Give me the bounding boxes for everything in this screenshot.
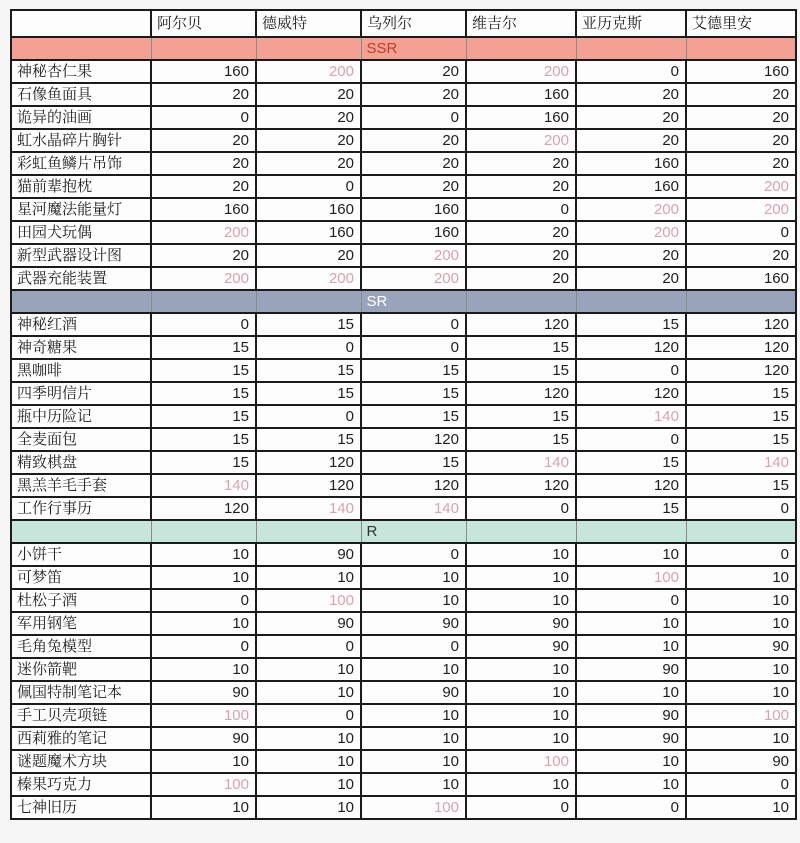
value-cell: 15 bbox=[256, 313, 361, 336]
table-row bbox=[11, 221, 796, 244]
value-cell: 10 bbox=[466, 566, 576, 589]
value-cell: 10 bbox=[466, 727, 576, 750]
band-cell bbox=[151, 520, 256, 543]
table-row bbox=[11, 313, 796, 336]
value-cell: 100 bbox=[686, 704, 796, 727]
value-cell: 0 bbox=[466, 796, 576, 819]
value-cell: 20 bbox=[466, 221, 576, 244]
value-cell: 0 bbox=[576, 796, 686, 819]
value-cell: 120 bbox=[361, 428, 466, 451]
item-name: 虹水晶碎片胸针 bbox=[11, 129, 151, 152]
item-name: 神秘杏仁果 bbox=[11, 60, 151, 83]
value-cell: 140 bbox=[256, 497, 361, 520]
value-cell: 200 bbox=[466, 129, 576, 152]
value-cell: 15 bbox=[361, 382, 466, 405]
value-cell: 0 bbox=[466, 198, 576, 221]
item-name: 可梦笛 bbox=[11, 566, 151, 589]
item-name: 迷你箭靶 bbox=[11, 658, 151, 681]
item-name: 工作行事历 bbox=[11, 497, 151, 520]
value-cell: 200 bbox=[576, 221, 686, 244]
table-row bbox=[11, 750, 796, 773]
value-cell: 0 bbox=[256, 336, 361, 359]
value-cell: 20 bbox=[686, 152, 796, 175]
band-cell bbox=[256, 520, 361, 543]
value-cell: 0 bbox=[361, 106, 466, 129]
value-cell: 15 bbox=[466, 336, 576, 359]
value-cell: 15 bbox=[361, 359, 466, 382]
value-cell: 20 bbox=[361, 152, 466, 175]
value-cell: 90 bbox=[256, 612, 361, 635]
value-cell: 200 bbox=[361, 267, 466, 290]
table-row bbox=[11, 543, 796, 566]
value-cell: 20 bbox=[466, 175, 576, 198]
value-cell: 20 bbox=[151, 83, 256, 106]
value-cell: 15 bbox=[151, 336, 256, 359]
value-cell: 140 bbox=[576, 405, 686, 428]
value-cell: 20 bbox=[466, 152, 576, 175]
value-cell: 10 bbox=[466, 589, 576, 612]
value-cell: 15 bbox=[466, 405, 576, 428]
table-row bbox=[11, 336, 796, 359]
value-cell: 10 bbox=[466, 773, 576, 796]
item-name: 小饼干 bbox=[11, 543, 151, 566]
column-header-uriel: 乌列尔 bbox=[361, 10, 466, 37]
band-cell bbox=[576, 290, 686, 313]
value-cell: 10 bbox=[466, 543, 576, 566]
band-cell bbox=[11, 290, 151, 313]
value-cell: 120 bbox=[576, 474, 686, 497]
value-cell: 140 bbox=[686, 451, 796, 474]
value-cell: 15 bbox=[361, 451, 466, 474]
value-cell: 10 bbox=[466, 658, 576, 681]
value-cell: 90 bbox=[361, 681, 466, 704]
value-cell: 120 bbox=[466, 474, 576, 497]
value-cell: 10 bbox=[256, 773, 361, 796]
value-cell: 90 bbox=[466, 635, 576, 658]
value-cell: 15 bbox=[361, 405, 466, 428]
value-cell: 0 bbox=[151, 313, 256, 336]
item-name: 神奇糖果 bbox=[11, 336, 151, 359]
item-name: 新型武器设计图 bbox=[11, 244, 151, 267]
value-cell: 20 bbox=[686, 129, 796, 152]
value-cell: 0 bbox=[361, 543, 466, 566]
value-cell: 20 bbox=[576, 267, 686, 290]
column-header-dewitt: 德威特 bbox=[256, 10, 361, 37]
value-cell: 10 bbox=[256, 796, 361, 819]
value-cell: 15 bbox=[466, 428, 576, 451]
value-cell: 0 bbox=[151, 589, 256, 612]
value-cell: 200 bbox=[151, 267, 256, 290]
band-cell bbox=[686, 290, 796, 313]
value-cell: 10 bbox=[686, 566, 796, 589]
section-band-ssr bbox=[11, 37, 796, 60]
item-name: 军用钢笔 bbox=[11, 612, 151, 635]
value-cell: 20 bbox=[256, 129, 361, 152]
value-cell: 10 bbox=[466, 704, 576, 727]
value-cell: 10 bbox=[466, 681, 576, 704]
value-cell: 15 bbox=[576, 451, 686, 474]
value-cell: 10 bbox=[576, 750, 686, 773]
table-row bbox=[11, 589, 796, 612]
value-cell: 120 bbox=[466, 313, 576, 336]
value-cell: 0 bbox=[466, 497, 576, 520]
value-cell: 0 bbox=[686, 221, 796, 244]
value-cell: 140 bbox=[151, 474, 256, 497]
value-cell: 100 bbox=[576, 566, 686, 589]
value-cell: 140 bbox=[466, 451, 576, 474]
value-cell: 160 bbox=[361, 198, 466, 221]
value-cell: 200 bbox=[686, 198, 796, 221]
value-cell: 10 bbox=[576, 773, 686, 796]
value-cell: 160 bbox=[686, 60, 796, 83]
value-cell: 120 bbox=[256, 474, 361, 497]
value-cell: 90 bbox=[576, 704, 686, 727]
table-row bbox=[11, 83, 796, 106]
item-name: 黑咖啡 bbox=[11, 359, 151, 382]
value-cell: 120 bbox=[256, 451, 361, 474]
value-cell: 120 bbox=[686, 359, 796, 382]
band-cell bbox=[11, 520, 151, 543]
value-cell: 0 bbox=[686, 773, 796, 796]
value-cell: 160 bbox=[466, 106, 576, 129]
value-cell: 90 bbox=[151, 681, 256, 704]
value-cell: 10 bbox=[686, 681, 796, 704]
value-cell: 20 bbox=[151, 129, 256, 152]
value-cell: 120 bbox=[576, 336, 686, 359]
table-row bbox=[11, 152, 796, 175]
table-row bbox=[11, 428, 796, 451]
item-name: 谜题魔术方块 bbox=[11, 750, 151, 773]
value-cell: 100 bbox=[151, 773, 256, 796]
value-cell: 0 bbox=[361, 313, 466, 336]
column-header-albe: 阿尔贝 bbox=[151, 10, 256, 37]
value-cell: 15 bbox=[686, 428, 796, 451]
value-cell: 0 bbox=[686, 497, 796, 520]
value-cell: 15 bbox=[256, 359, 361, 382]
band-cell bbox=[466, 290, 576, 313]
table-row bbox=[11, 382, 796, 405]
table-row bbox=[11, 405, 796, 428]
value-cell: 10 bbox=[151, 566, 256, 589]
value-cell: 15 bbox=[151, 382, 256, 405]
value-cell: 200 bbox=[466, 60, 576, 83]
column-header-alex: 亚历克斯 bbox=[576, 10, 686, 37]
value-cell: 20 bbox=[151, 175, 256, 198]
item-name: 全麦面包 bbox=[11, 428, 151, 451]
table-row bbox=[11, 497, 796, 520]
item-name: 彩虹鱼鳞片吊饰 bbox=[11, 152, 151, 175]
item-name: 神秘红酒 bbox=[11, 313, 151, 336]
table-row bbox=[11, 244, 796, 267]
value-cell: 10 bbox=[361, 589, 466, 612]
header-row bbox=[11, 10, 796, 37]
value-cell: 10 bbox=[576, 543, 686, 566]
item-name: 毛角兔模型 bbox=[11, 635, 151, 658]
band-cell bbox=[576, 37, 686, 60]
value-cell: 90 bbox=[466, 612, 576, 635]
item-name: 石像鱼面具 bbox=[11, 83, 151, 106]
value-cell: 100 bbox=[361, 796, 466, 819]
table-row bbox=[11, 267, 796, 290]
value-cell: 90 bbox=[256, 543, 361, 566]
section-label-sr: SR bbox=[361, 290, 466, 313]
band-cell bbox=[11, 37, 151, 60]
value-cell: 140 bbox=[361, 497, 466, 520]
item-name: 武器充能装置 bbox=[11, 267, 151, 290]
value-cell: 20 bbox=[256, 106, 361, 129]
table-row bbox=[11, 175, 796, 198]
value-cell: 90 bbox=[576, 658, 686, 681]
value-cell: 20 bbox=[361, 175, 466, 198]
value-cell: 20 bbox=[466, 267, 576, 290]
value-cell: 0 bbox=[256, 635, 361, 658]
item-name: 四季明信片 bbox=[11, 382, 151, 405]
value-cell: 20 bbox=[686, 83, 796, 106]
value-cell: 160 bbox=[686, 267, 796, 290]
item-name: 猫前辈抱枕 bbox=[11, 175, 151, 198]
band-cell bbox=[576, 520, 686, 543]
value-cell: 10 bbox=[686, 796, 796, 819]
value-cell: 200 bbox=[361, 244, 466, 267]
band-cell bbox=[686, 37, 796, 60]
section-label-ssr: SSR bbox=[361, 37, 466, 60]
value-cell: 20 bbox=[576, 83, 686, 106]
value-cell: 15 bbox=[256, 382, 361, 405]
table-row bbox=[11, 60, 796, 83]
table-row bbox=[11, 451, 796, 474]
value-cell: 15 bbox=[151, 451, 256, 474]
column-header-adrian: 艾德里安 bbox=[686, 10, 796, 37]
value-cell: 20 bbox=[686, 244, 796, 267]
item-name: 榛果巧克力 bbox=[11, 773, 151, 796]
value-cell: 120 bbox=[151, 497, 256, 520]
value-cell: 0 bbox=[361, 635, 466, 658]
value-cell: 15 bbox=[686, 405, 796, 428]
value-cell: 200 bbox=[256, 267, 361, 290]
value-cell: 90 bbox=[686, 750, 796, 773]
value-cell: 20 bbox=[361, 60, 466, 83]
value-cell: 120 bbox=[686, 313, 796, 336]
item-name: 手工贝壳项链 bbox=[11, 704, 151, 727]
gift-value-table bbox=[10, 9, 797, 820]
table-row bbox=[11, 566, 796, 589]
value-cell: 0 bbox=[256, 405, 361, 428]
value-cell: 0 bbox=[256, 175, 361, 198]
value-cell: 15 bbox=[466, 359, 576, 382]
value-cell: 20 bbox=[686, 106, 796, 129]
value-cell: 20 bbox=[151, 244, 256, 267]
value-cell: 10 bbox=[576, 681, 686, 704]
value-cell: 10 bbox=[151, 658, 256, 681]
value-cell: 0 bbox=[361, 336, 466, 359]
item-name: 瓶中历险记 bbox=[11, 405, 151, 428]
corner-cell bbox=[11, 10, 151, 37]
item-name: 精致棋盘 bbox=[11, 451, 151, 474]
band-cell bbox=[151, 37, 256, 60]
value-cell: 160 bbox=[256, 198, 361, 221]
value-cell: 10 bbox=[686, 612, 796, 635]
value-cell: 160 bbox=[576, 152, 686, 175]
band-cell bbox=[466, 37, 576, 60]
section-band-r bbox=[11, 520, 796, 543]
value-cell: 20 bbox=[466, 244, 576, 267]
table-row bbox=[11, 681, 796, 704]
value-cell: 0 bbox=[576, 60, 686, 83]
value-cell: 90 bbox=[151, 727, 256, 750]
table-row bbox=[11, 106, 796, 129]
value-cell: 10 bbox=[361, 750, 466, 773]
item-name: 西莉雅的笔记 bbox=[11, 727, 151, 750]
table-row bbox=[11, 474, 796, 497]
value-cell: 20 bbox=[361, 129, 466, 152]
value-cell: 10 bbox=[686, 658, 796, 681]
value-cell: 10 bbox=[361, 727, 466, 750]
value-cell: 15 bbox=[576, 313, 686, 336]
value-cell: 20 bbox=[256, 152, 361, 175]
section-label-r: R bbox=[361, 520, 466, 543]
value-cell: 20 bbox=[361, 83, 466, 106]
value-cell: 120 bbox=[686, 336, 796, 359]
table-row bbox=[11, 727, 796, 750]
value-cell: 20 bbox=[576, 129, 686, 152]
value-cell: 10 bbox=[256, 658, 361, 681]
value-cell: 10 bbox=[151, 750, 256, 773]
value-cell: 15 bbox=[686, 382, 796, 405]
value-cell: 120 bbox=[576, 382, 686, 405]
value-cell: 10 bbox=[686, 589, 796, 612]
value-cell: 10 bbox=[576, 612, 686, 635]
value-cell: 15 bbox=[256, 428, 361, 451]
value-cell: 15 bbox=[151, 359, 256, 382]
section-band-sr bbox=[11, 290, 796, 313]
item-name: 星河魔法能量灯 bbox=[11, 198, 151, 221]
value-cell: 20 bbox=[256, 244, 361, 267]
value-cell: 10 bbox=[361, 658, 466, 681]
value-cell: 0 bbox=[151, 106, 256, 129]
item-name: 田园犬玩偶 bbox=[11, 221, 151, 244]
value-cell: 10 bbox=[256, 566, 361, 589]
value-cell: 200 bbox=[576, 198, 686, 221]
value-cell: 10 bbox=[256, 681, 361, 704]
value-cell: 10 bbox=[361, 704, 466, 727]
column-header-virgil: 维吉尔 bbox=[466, 10, 576, 37]
value-cell: 0 bbox=[576, 589, 686, 612]
table-row bbox=[11, 359, 796, 382]
value-cell: 160 bbox=[466, 83, 576, 106]
value-cell: 160 bbox=[151, 60, 256, 83]
value-cell: 100 bbox=[466, 750, 576, 773]
value-cell: 200 bbox=[151, 221, 256, 244]
value-cell: 15 bbox=[151, 428, 256, 451]
table-row bbox=[11, 129, 796, 152]
value-cell: 10 bbox=[256, 727, 361, 750]
table-body bbox=[11, 37, 796, 819]
table-row bbox=[11, 773, 796, 796]
value-cell: 90 bbox=[361, 612, 466, 635]
item-name: 黑羔羊毛手套 bbox=[11, 474, 151, 497]
value-cell: 0 bbox=[686, 543, 796, 566]
table-row bbox=[11, 198, 796, 221]
item-name: 杜松子酒 bbox=[11, 589, 151, 612]
value-cell: 0 bbox=[576, 428, 686, 451]
value-cell: 20 bbox=[576, 244, 686, 267]
value-cell: 10 bbox=[151, 543, 256, 566]
table-row bbox=[11, 704, 796, 727]
value-cell: 90 bbox=[576, 727, 686, 750]
value-cell: 160 bbox=[576, 175, 686, 198]
band-cell bbox=[256, 290, 361, 313]
table-row bbox=[11, 796, 796, 819]
band-cell bbox=[686, 520, 796, 543]
value-cell: 100 bbox=[151, 704, 256, 727]
value-cell: 160 bbox=[361, 221, 466, 244]
band-cell bbox=[151, 290, 256, 313]
value-cell: 200 bbox=[256, 60, 361, 83]
value-cell: 10 bbox=[151, 796, 256, 819]
value-cell: 90 bbox=[686, 635, 796, 658]
value-cell: 10 bbox=[686, 727, 796, 750]
item-name: 佩国特制笔记本 bbox=[11, 681, 151, 704]
value-cell: 10 bbox=[576, 635, 686, 658]
table-row bbox=[11, 658, 796, 681]
value-cell: 120 bbox=[466, 382, 576, 405]
item-name: 七神旧历 bbox=[11, 796, 151, 819]
value-cell: 0 bbox=[576, 359, 686, 382]
value-cell: 120 bbox=[361, 474, 466, 497]
value-cell: 200 bbox=[686, 175, 796, 198]
value-cell: 0 bbox=[256, 704, 361, 727]
value-cell: 10 bbox=[361, 566, 466, 589]
value-cell: 20 bbox=[151, 152, 256, 175]
value-cell: 10 bbox=[256, 750, 361, 773]
band-cell bbox=[466, 520, 576, 543]
value-cell: 160 bbox=[151, 198, 256, 221]
table-row bbox=[11, 635, 796, 658]
table-row bbox=[11, 612, 796, 635]
value-cell: 20 bbox=[576, 106, 686, 129]
band-cell bbox=[256, 37, 361, 60]
value-cell: 10 bbox=[151, 612, 256, 635]
value-cell: 15 bbox=[686, 474, 796, 497]
item-name: 诡异的油画 bbox=[11, 106, 151, 129]
value-cell: 20 bbox=[256, 83, 361, 106]
value-cell: 160 bbox=[256, 221, 361, 244]
value-cell: 0 bbox=[151, 635, 256, 658]
value-cell: 10 bbox=[361, 773, 466, 796]
value-cell: 100 bbox=[256, 589, 361, 612]
value-cell: 15 bbox=[576, 497, 686, 520]
value-cell: 15 bbox=[151, 405, 256, 428]
